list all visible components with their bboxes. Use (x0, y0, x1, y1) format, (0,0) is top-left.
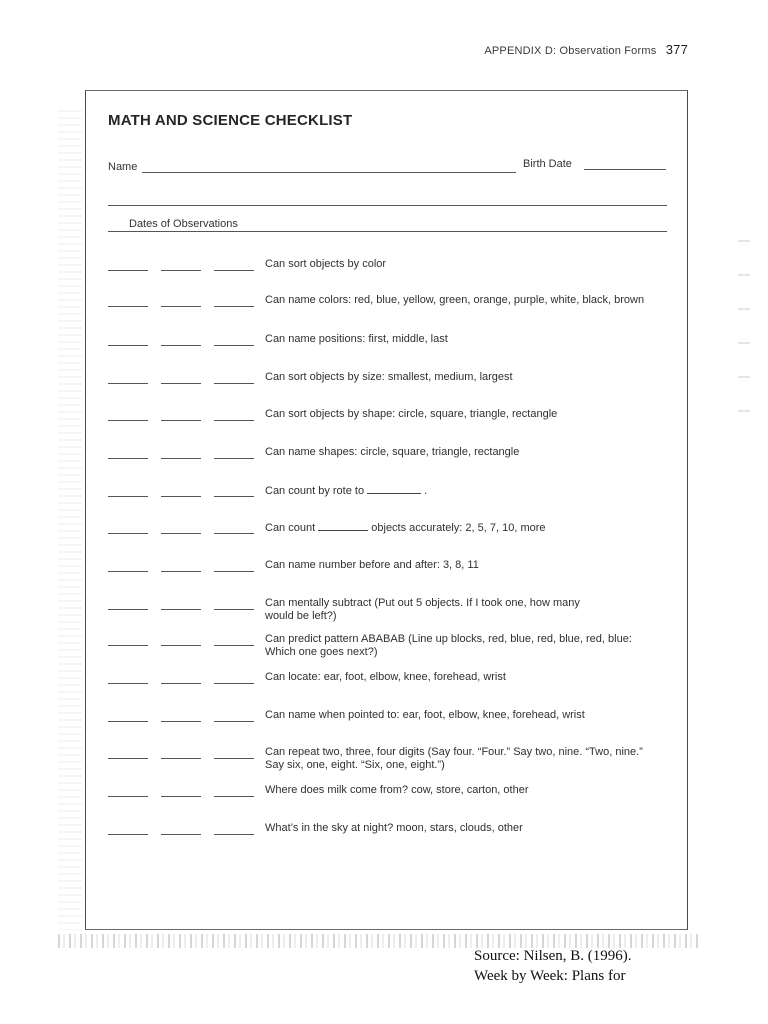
observation-date-blank[interactable] (161, 533, 201, 534)
item-label: Can predict pattern ABABAB (Line up blocks, red, blue, red, blue, red, blue: (265, 633, 632, 645)
observation-date-blank[interactable] (161, 721, 201, 722)
observation-date-blank[interactable] (161, 458, 201, 459)
checklist-item (265, 484, 427, 498)
form-title: MATH AND SCIENCE CHECKLIST (108, 112, 353, 129)
observation-date-blank[interactable] (161, 306, 201, 307)
checklist-item (265, 709, 585, 722)
item-label: Can count (265, 522, 319, 534)
observation-date-blank[interactable] (214, 609, 254, 610)
observation-date-blank[interactable] (214, 383, 254, 384)
observation-date-blank[interactable] (161, 758, 201, 759)
observation-date-blank[interactable] (108, 306, 148, 307)
observation-date-blank[interactable] (108, 270, 148, 271)
dates-of-observations-label: Dates of Observations (129, 218, 238, 230)
item-label: Where does milk come from? cow, store, carton, other (265, 784, 529, 796)
item-label: Can sort objects by size: smallest, medium, largest (265, 371, 513, 383)
appendix-title: APPENDIX D: Observation Forms (484, 45, 657, 57)
item-label: Can repeat two, three, four digits (Say four. “Four.” Say two, nine. “Two, nine.” (265, 746, 643, 758)
observation-date-blank[interactable] (214, 683, 254, 684)
item-label: would be left?) (265, 610, 337, 622)
birth-date-field[interactable] (584, 169, 666, 170)
observation-date-blank[interactable] (214, 306, 254, 307)
checklist-item (265, 521, 546, 535)
item-label: Can sort objects by color (265, 258, 387, 270)
item-label: Can sort objects by shape: circle, square, triangle, rectangle (265, 408, 558, 420)
observation-date-blank[interactable] (161, 645, 201, 646)
observation-date-blank[interactable] (214, 571, 254, 572)
fill-in-blank[interactable] (367, 484, 421, 494)
fill-in-blank[interactable] (318, 521, 368, 531)
scan-edge-shadow (58, 110, 82, 930)
checklist-item (265, 746, 643, 772)
checklist-item (265, 671, 506, 684)
form-frame (85, 90, 688, 930)
item-label: Can name when pointed to: ear, foot, elbow, knee, forehead, wrist (265, 709, 585, 721)
birth-date-label: Birth Date (523, 158, 572, 170)
observation-date-blank[interactable] (108, 609, 148, 610)
observation-date-blank[interactable] (161, 270, 201, 271)
observation-date-blank[interactable] (108, 383, 148, 384)
observation-date-blank[interactable] (108, 796, 148, 797)
item-label: . (421, 485, 428, 497)
item-label: Can name positions: first, middle, last (265, 333, 448, 345)
observation-date-blank[interactable] (214, 458, 254, 459)
item-label: Which one goes next?) (265, 646, 378, 658)
running-head (484, 42, 688, 57)
source-citation (474, 946, 631, 986)
observation-date-blank[interactable] (214, 796, 254, 797)
name-field[interactable] (142, 172, 516, 173)
source-line-1: Source: Nilsen, B. (1996). (474, 948, 632, 964)
checklist-item (265, 333, 448, 346)
checklist-item (265, 408, 557, 421)
observation-date-blank[interactable] (214, 345, 254, 346)
observation-date-blank[interactable] (161, 796, 201, 797)
observation-date-blank[interactable] (108, 758, 148, 759)
observation-date-blank[interactable] (108, 345, 148, 346)
observation-date-blank[interactable] (161, 496, 201, 497)
observation-date-blank[interactable] (108, 420, 148, 421)
observation-date-blank[interactable] (161, 571, 201, 572)
observation-date-blank[interactable] (214, 834, 254, 835)
checklist-item (265, 559, 479, 572)
observation-date-blank[interactable] (108, 458, 148, 459)
observation-date-blank[interactable] (161, 834, 201, 835)
observation-date-blank[interactable] (214, 533, 254, 534)
observation-date-blank[interactable] (214, 758, 254, 759)
checklist-item (265, 371, 513, 384)
observation-date-blank[interactable] (108, 834, 148, 835)
observation-date-blank[interactable] (214, 645, 254, 646)
observation-date-blank[interactable] (108, 683, 148, 684)
divider-rule (108, 231, 667, 232)
observation-date-blank[interactable] (108, 533, 148, 534)
scan-specks (738, 240, 750, 420)
observation-date-blank[interactable] (161, 420, 201, 421)
observation-date-blank[interactable] (108, 496, 148, 497)
checklist-item (265, 258, 386, 271)
observation-date-blank[interactable] (108, 645, 148, 646)
checklist-item (265, 784, 529, 797)
divider-rule (108, 205, 667, 206)
checklist-item (265, 597, 580, 623)
item-label: Can name shapes: circle, square, triangle, rectangle (265, 446, 520, 458)
observation-date-blank[interactable] (214, 721, 254, 722)
checklist-item (265, 822, 523, 835)
observation-date-blank[interactable] (214, 420, 254, 421)
checklist-item (265, 633, 632, 659)
item-label: Can mentally subtract (Put out 5 objects. If I took one, how many (265, 597, 580, 609)
source-line-2: Week by Week: Plans for (474, 968, 626, 984)
item-label: Can name colors: red, blue, yellow, green, orange, purple, white, black, brown (265, 294, 645, 306)
item-label: Can locate: ear, foot, elbow, knee, forehead, wrist (265, 671, 506, 683)
checklist-item (265, 446, 519, 459)
observation-date-blank[interactable] (161, 345, 201, 346)
checklist-item (265, 294, 644, 307)
observation-date-blank[interactable] (214, 496, 254, 497)
item-label: Can name number before and after: 3, 8, 11 (265, 559, 479, 571)
observation-date-blank[interactable] (161, 609, 201, 610)
observation-date-blank[interactable] (108, 721, 148, 722)
page-number: 377 (665, 42, 688, 57)
name-label: Name (108, 161, 138, 173)
observation-date-blank[interactable] (161, 683, 201, 684)
item-label: Can count by rote to (265, 485, 368, 497)
observation-date-blank[interactable] (161, 383, 201, 384)
item-label: objects accurately: 2, 5, 7, 10, more (368, 522, 546, 534)
observation-date-blank[interactable] (214, 270, 254, 271)
item-label: Say six, one, eight. “Six, one, eight.”) (265, 759, 445, 771)
item-label: What’s in the sky at night? moon, stars, clouds, other (265, 822, 523, 834)
observation-date-blank[interactable] (108, 571, 148, 572)
